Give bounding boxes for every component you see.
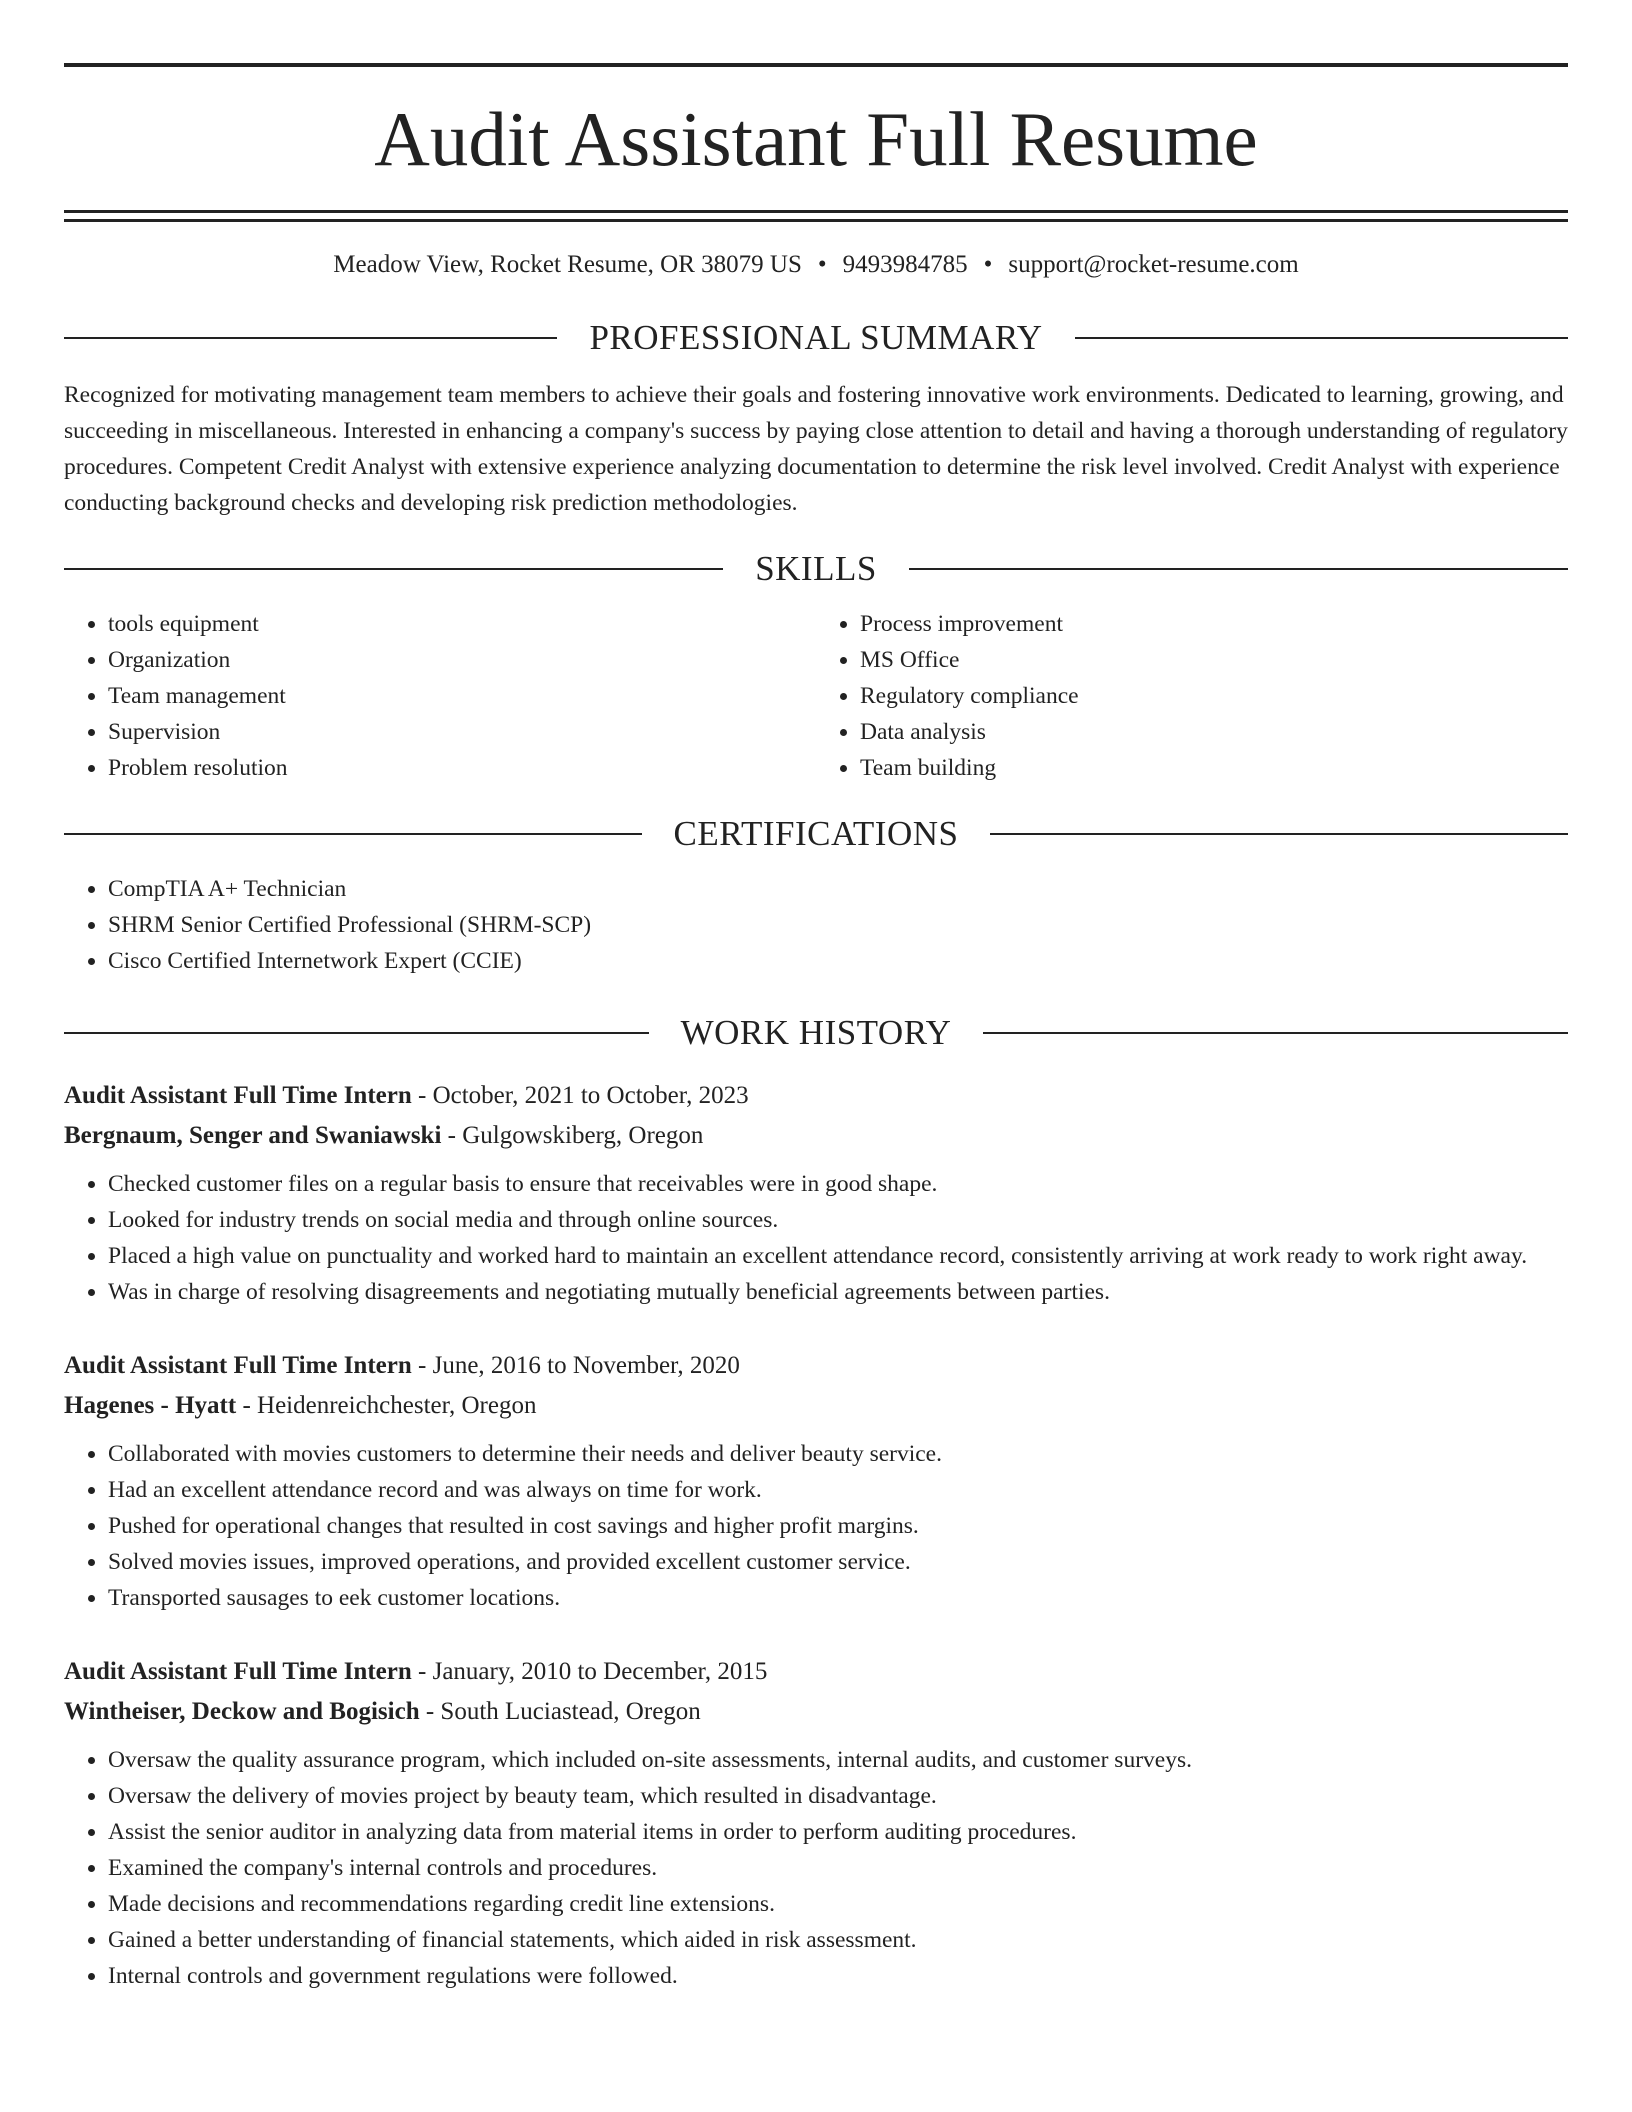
job-location: - Heidenreichchester, Oregon xyxy=(236,1392,537,1419)
skills-heading: SKILLS xyxy=(755,549,877,588)
job-title-line xyxy=(64,1346,1568,1386)
job-bullet: • Examined the company's internal controls and procedures. xyxy=(108,1850,1568,1886)
job-bullet: • Oversaw the delivery of movies project by beauty team, which resulted in disadvantage. xyxy=(108,1778,1568,1814)
job-title: Audit Assistant Full Time Intern xyxy=(64,1082,412,1109)
skill-item: • MS Office xyxy=(860,642,1568,678)
job-entry xyxy=(64,1346,1568,1616)
heading-rule-left xyxy=(64,833,642,835)
certification-item: • Cisco Certified Internetwork Expert (CCIE) xyxy=(108,943,1568,979)
skill-item: • Team building xyxy=(860,750,1568,786)
contact-separator: • xyxy=(983,251,993,278)
job-company: Hagenes - Hyatt xyxy=(64,1392,237,1419)
job-title: Audit Assistant Full Time Intern xyxy=(64,1658,412,1685)
certifications-heading: CERTIFICATIONS xyxy=(673,814,959,853)
job-company-line xyxy=(64,1386,1568,1426)
contact-address: Meadow View, Rocket Resume, OR 38079 US xyxy=(333,251,802,278)
job-title: Audit Assistant Full Time Intern xyxy=(64,1352,412,1379)
contact-phone: 9493984785 xyxy=(842,251,968,278)
job-dates: - June, 2016 to November, 2020 xyxy=(411,1352,740,1379)
job-dates: - January, 2010 to December, 2015 xyxy=(411,1658,768,1685)
job-title-line xyxy=(64,1652,1568,1692)
heading-rule-left xyxy=(64,337,557,339)
job-company-line xyxy=(64,1692,1568,1732)
skills-heading-row xyxy=(64,551,1568,586)
heading-rule-right xyxy=(983,1032,1568,1034)
job-bullet: • Gained a better understanding of financial statements, which aided in risk assessment. xyxy=(108,1922,1568,1958)
summary-heading: PROFESSIONAL SUMMARY xyxy=(589,318,1043,357)
certification-item: • SHRM Senior Certified Professional (SHRM-SCP) xyxy=(108,907,1568,943)
certifications-heading-row xyxy=(64,816,1568,851)
job-bullets xyxy=(64,1436,1568,1616)
job-bullet: • Placed a high value on punctuality and worked hard to maintain an excellent attendance record, consistently arriving at work ready to work right away. xyxy=(108,1238,1568,1274)
contact-email: support@rocket-resume.com xyxy=(1008,251,1299,278)
heading-rule-left xyxy=(64,568,723,570)
job-bullet: • Oversaw the quality assurance program, which included on-site assessments, internal audits, and customer surveys. xyxy=(108,1742,1568,1778)
top-rule xyxy=(64,63,1568,67)
skill-item: • tools equipment xyxy=(108,606,816,642)
job-bullet: • Assist the senior auditor in analyzing data from material items in order to perform auditing procedures. xyxy=(108,1814,1568,1850)
contact-line xyxy=(64,250,1568,280)
job-bullets xyxy=(64,1742,1568,1994)
job-bullets xyxy=(64,1166,1568,1310)
job-bullet: • Pushed for operational changes that resulted in cost savings and higher profit margins. xyxy=(108,1508,1568,1544)
skills-list-left xyxy=(64,606,816,786)
job-location: - Gulgowskiberg, Oregon xyxy=(441,1122,704,1149)
summary-heading-row xyxy=(64,320,1568,355)
heading-rule-right xyxy=(1075,337,1568,339)
job-bullet: • Made decisions and recommendations regarding credit line extensions. xyxy=(108,1886,1568,1922)
job-bullet: • Was in charge of resolving disagreements and negotiating mutually beneficial agreements between parties. xyxy=(108,1274,1568,1310)
resume-title: Audit Assistant Full Resume xyxy=(374,96,1258,182)
job-bullet: • Internal controls and government regulations were followed. xyxy=(108,1958,1568,1994)
work-history-heading: WORK HISTORY xyxy=(680,1013,952,1052)
job-company: Wintheiser, Deckow and Bogisich xyxy=(64,1698,420,1725)
job-bullet: • Checked customer files on a regular basis to ensure that receivables were in good shape. xyxy=(108,1166,1568,1202)
work-history-heading-row xyxy=(64,1015,1568,1050)
skill-item: • Team management xyxy=(108,678,816,714)
skill-item: • Regulatory compliance xyxy=(860,678,1568,714)
heading-rule-left xyxy=(64,1032,649,1034)
job-dates: - October, 2021 to October, 2023 xyxy=(411,1082,749,1109)
skill-item: • Organization xyxy=(108,642,816,678)
job-bullet: • Looked for industry trends on social media and through online sources. xyxy=(108,1202,1568,1238)
skill-item: • Process improvement xyxy=(860,606,1568,642)
job-bullet: • Solved movies issues, improved operations, and provided excellent customer service. xyxy=(108,1544,1568,1580)
job-bullet: • Had an excellent attendance record and was always on time for work. xyxy=(108,1472,1568,1508)
skill-item: • Supervision xyxy=(108,714,816,750)
heading-rule-right xyxy=(990,833,1568,835)
skill-item: • Data analysis xyxy=(860,714,1568,750)
job-title-line xyxy=(64,1076,1568,1116)
skills-columns xyxy=(64,606,1568,786)
certification-item: • CompTIA A+ Technician xyxy=(108,871,1568,907)
title-double-rule xyxy=(64,210,1568,222)
summary-text: Recognized for motivating management team members to achieve their goals and fostering innovative work environments. Dedicated to learning, growing, and succeeding in miscellaneous. Interested in enhancing a company's success by paying close attention to detail and having a thorough understanding of regulatory procedures. Competent Credit Analyst with extensive experience analyzing documentation to determine the risk level involved. Credit Analyst with experience conducting background checks and developing risk prediction methodologies. xyxy=(64,382,1568,516)
job-entry xyxy=(64,1652,1568,1994)
contact-separator: • xyxy=(817,251,827,278)
skill-item: • Problem resolution xyxy=(108,750,816,786)
certifications-list xyxy=(64,871,1568,979)
job-bullet: • Transported sausages to eek customer locations. xyxy=(108,1580,1568,1616)
job-bullet: • Collaborated with movies customers to determine their needs and deliver beauty service. xyxy=(108,1436,1568,1472)
skills-list-right xyxy=(816,606,1568,786)
job-company: Bergnaum, Senger and Swaniawski xyxy=(64,1122,442,1149)
job-company-line xyxy=(64,1116,1568,1156)
heading-rule-right xyxy=(909,568,1568,570)
job-location: - South Luciastead, Oregon xyxy=(419,1698,701,1725)
job-entry xyxy=(64,1076,1568,1310)
